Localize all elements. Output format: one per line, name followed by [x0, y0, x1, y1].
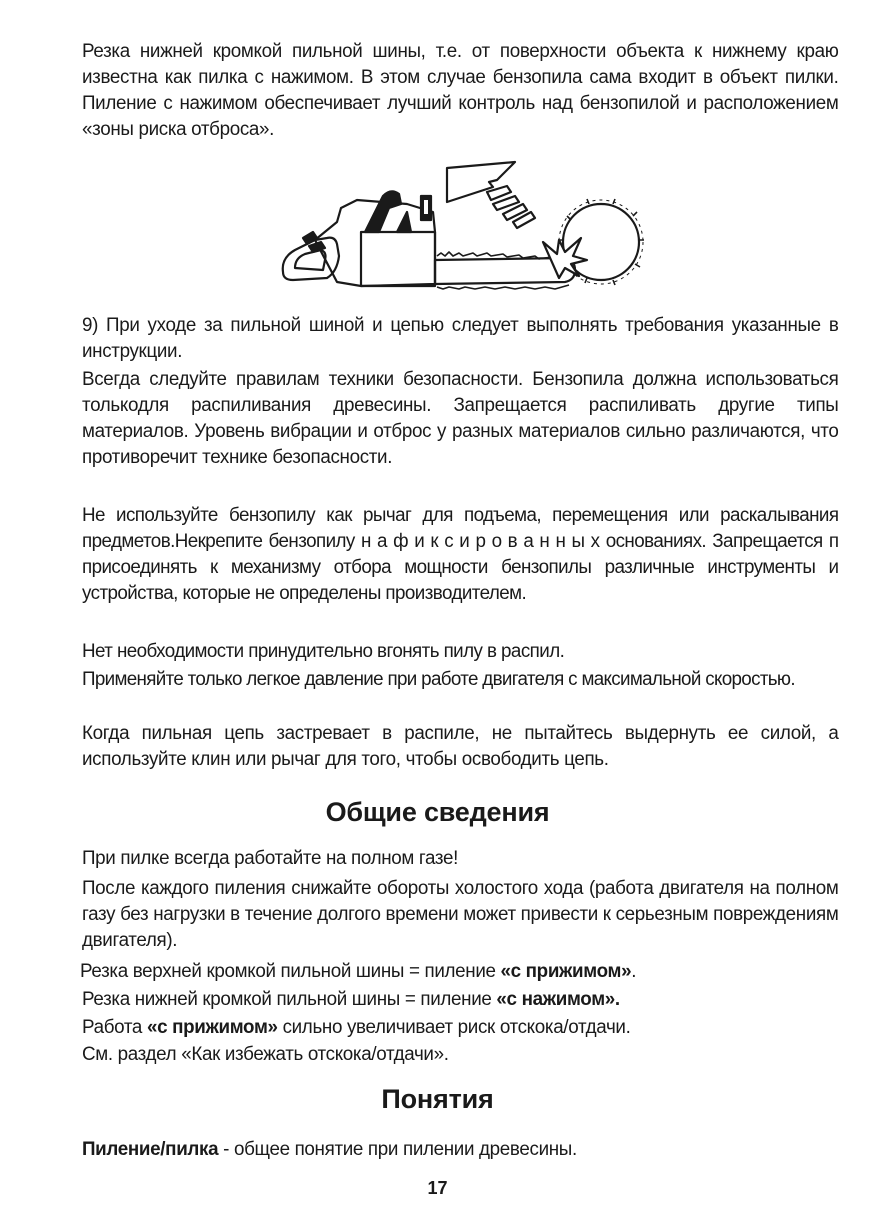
line3-text: Работа — [82, 1016, 147, 1038]
concept-definition — [82, 1136, 838, 1162]
term-pushing-bold: «с нажимом». — [496, 988, 620, 1010]
line2-text: Резка нижней кромкой пильной шины = пиление — [82, 988, 497, 1010]
general-line-lower-edge — [82, 986, 838, 1012]
section-heading-concepts: Понятия — [381, 1084, 494, 1114]
general-line-upper-edge — [80, 958, 836, 984]
safety-paragraph-1: Всегда следуйте правилам техники безопасности. Бензопила должна использоваться толькодля распиливания древесины. Запрещается распиливать другие типы материалов. Уровень вибрации и отброс у разных материалов сильно различаются, что противоречит технике безопасности. — [82, 368, 839, 468]
line1-text: Резка верхней кромкой пильной шины = пиление — [80, 960, 501, 982]
safety-paragraph-4: Применяйте только легкое давление при работе двигателя с максимальной скоростью. — [82, 668, 795, 690]
intro-paragraph: Резка нижней кромкой пильной шины, т.е. от поверхности объекта к нижнему краю известна как пилка с нажимом. В этом случае бензопила сама входит в объект пилки. Пиление с нажимом обеспечивает лучший контроль над бензопилой и расположением «зоны риска отброса». — [82, 40, 839, 140]
term-pressing-bold: «с прижимом» — [500, 960, 632, 982]
general-line-risk — [82, 1014, 838, 1040]
safety-item-9: 9) При уходе за пильной шиной и цепью следует выполнять требования указанные в инструкции. — [82, 314, 839, 362]
safety-paragraph-3: Нет необходимости принудительно вгонять пилу в распил. — [82, 640, 565, 662]
concept-term: Пиление/пилка — [82, 1138, 219, 1160]
term-pressing-bold-2: «с прижимом» — [146, 1016, 278, 1038]
concept-definition-text: - общее понятие при пилении древесины. — [218, 1138, 577, 1160]
line1-end: . — [631, 960, 637, 982]
chainsaw-kickback-illustration-icon — [275, 160, 645, 300]
safety-paragraph-2: Не используйте бензопилу как рычаг для подъема, перемещения или раскалывания предметов.Некрепите бензопилу н а ф и к с и р о в а н н ы х основаниях. Запрещается п присоединять к механизму отбора мощности бензопилы различные инструменты и устройства, которые не определены производителем. — [82, 504, 839, 604]
page-number: 17 — [427, 1178, 448, 1198]
general-paragraph-1: При пилке всегда работайте на полном газе! — [82, 847, 459, 869]
section-heading-general: Общие сведения — [325, 797, 550, 827]
general-line-see-section: См. раздел «Как избежать отскока/отдачи». — [82, 1043, 449, 1065]
line3-end: сильно увеличивает риск отскока/отдачи. — [277, 1016, 631, 1038]
general-paragraph-2: После каждого пиления снижайте обороты холостого хода (работа двигателя на полном газу без нагрузки в течение долгого времени может привести к серьезным повреждениям двигателя). — [82, 877, 839, 951]
safety-paragraph-5: Когда пильная цепь застревает в распиле, не пытайтесь выдернуть ее силой, а используйте клин или рычаг для того, чтобы освободить цепь. — [82, 722, 839, 770]
